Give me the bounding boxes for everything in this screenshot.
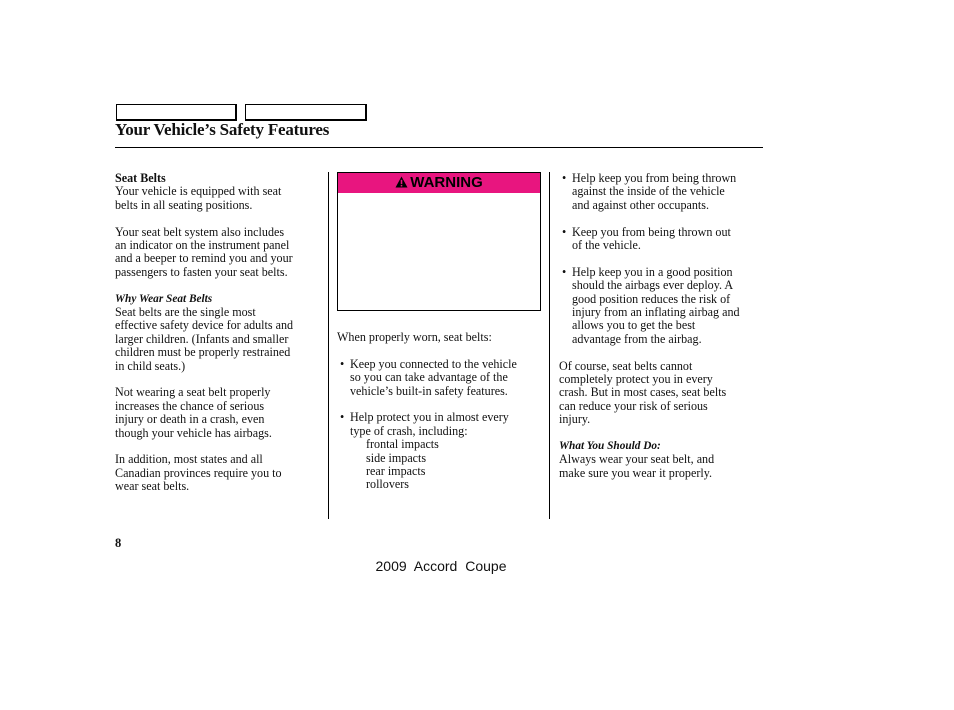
- crash-type: rear impacts: [366, 464, 426, 479]
- text-line: Your seat belt system also includes: [115, 224, 285, 239]
- middle-column: [337, 172, 543, 492]
- text-line: Help keep you from being thrown: [572, 171, 737, 185]
- text-line: crash. But in most cases, seat belts: [559, 385, 727, 400]
- text-line: injury from an inflating airbag and: [572, 305, 740, 320]
- text-line: vehicle’s built-in safety features.: [350, 383, 508, 398]
- title-divider: [115, 147, 763, 148]
- list-item: [337, 411, 543, 438]
- paragraph: [115, 185, 325, 212]
- text-line: increases the chance of serious: [115, 398, 265, 413]
- text-line: Of course, seat belts cannot: [559, 358, 693, 373]
- text-line: effective safety device for adults and: [115, 318, 294, 333]
- text-line: type of crash, including:: [350, 423, 468, 438]
- text-line: though your vehicle has airbags.: [115, 425, 272, 440]
- text-line: in child seats.): [115, 358, 186, 373]
- list-item: [559, 266, 764, 346]
- text-line: larger children. (Infants and smaller: [115, 331, 289, 346]
- paragraph: [559, 360, 764, 427]
- text-line: against the inside of the vehicle: [572, 184, 725, 199]
- warning-box: [337, 172, 541, 311]
- crash-type: frontal impacts: [366, 437, 439, 452]
- text-line: Your vehicle is equipped with seat: [115, 184, 282, 199]
- subsection-heading: Why Wear Seat Belts: [115, 292, 213, 305]
- text-line: passengers to fasten your seat belts.: [115, 264, 288, 279]
- text-line: injury or death in a crash, even: [115, 412, 265, 427]
- text-line: and against other occupants.: [572, 197, 710, 212]
- subsection-heading: What You Should Do:: [559, 440, 661, 453]
- warning-triangle-icon: [395, 176, 408, 190]
- text-line: can reduce your risk of serious: [559, 398, 708, 413]
- text-line: Keep you from being thrown out: [572, 224, 731, 239]
- column-divider: [328, 172, 329, 519]
- page-title: Your Vehicle’s Safety Features: [115, 120, 330, 139]
- header-tab-box-1: [116, 104, 237, 121]
- text-line: Always wear your seat belt, and: [559, 452, 715, 467]
- text-line: Keep you connected to the vehicle: [350, 356, 517, 371]
- text-line: children must be properly restrained: [115, 345, 291, 360]
- text-line: Help protect you in almost every: [350, 410, 509, 425]
- list-item: [559, 172, 764, 212]
- header-tab-box-2: [245, 104, 367, 121]
- text-line: and a beeper to remind you and your: [115, 251, 293, 266]
- bullet-icon: •: [340, 356, 345, 371]
- text-line: allows you to get the best: [572, 318, 696, 333]
- text-line: Not wearing a seat belt properly: [115, 385, 271, 400]
- text-line: so you can take advantage of the: [350, 370, 508, 385]
- text-line: completely protect you in every: [559, 372, 713, 387]
- text-line: of the vehicle.: [572, 238, 641, 253]
- text-line: advantage from the airbag.: [572, 331, 702, 346]
- paragraph: When properly worn, seat belts:: [337, 330, 492, 344]
- list-item: [337, 358, 543, 398]
- paragraph: [115, 386, 325, 440]
- text-line: good position reduces the risk of: [572, 291, 731, 306]
- text-line: wear seat belts.: [115, 479, 190, 494]
- text-line: Help keep you in a good position: [572, 264, 733, 279]
- text-line: an indicator on the instrument panel: [115, 238, 290, 253]
- paragraph: [115, 226, 325, 280]
- bullet-icon: •: [562, 264, 567, 279]
- bullet-icon: •: [340, 410, 345, 425]
- crash-type: rollovers: [366, 477, 409, 492]
- crash-type: side impacts: [366, 450, 427, 465]
- bullet-icon: •: [562, 224, 567, 239]
- right-column: [559, 172, 764, 480]
- text-line: should the airbags ever deploy. A: [572, 278, 734, 293]
- text-line: injury.: [559, 412, 591, 427]
- section-heading: Seat Belts: [115, 171, 166, 185]
- paragraph: [559, 453, 764, 480]
- text-line: make sure you wear it properly.: [559, 465, 713, 480]
- paragraph: [115, 453, 325, 493]
- text-line: belts in all seating positions.: [115, 197, 253, 212]
- text-line: In addition, most states and all: [115, 452, 263, 467]
- text-line: Seat belts are the single most: [115, 305, 256, 320]
- footer-model-name: 2009 Accord Coupe: [375, 558, 507, 574]
- text-line: Canadian provinces require you to: [115, 465, 282, 480]
- paragraph: [115, 306, 325, 373]
- left-column: [115, 172, 325, 494]
- column-divider: [549, 172, 550, 519]
- warning-header: [338, 173, 540, 193]
- page-number: 8: [115, 536, 122, 550]
- list-item: [559, 226, 764, 253]
- bullet-icon: •: [562, 171, 567, 185]
- warning-label: WARNING: [410, 174, 483, 192]
